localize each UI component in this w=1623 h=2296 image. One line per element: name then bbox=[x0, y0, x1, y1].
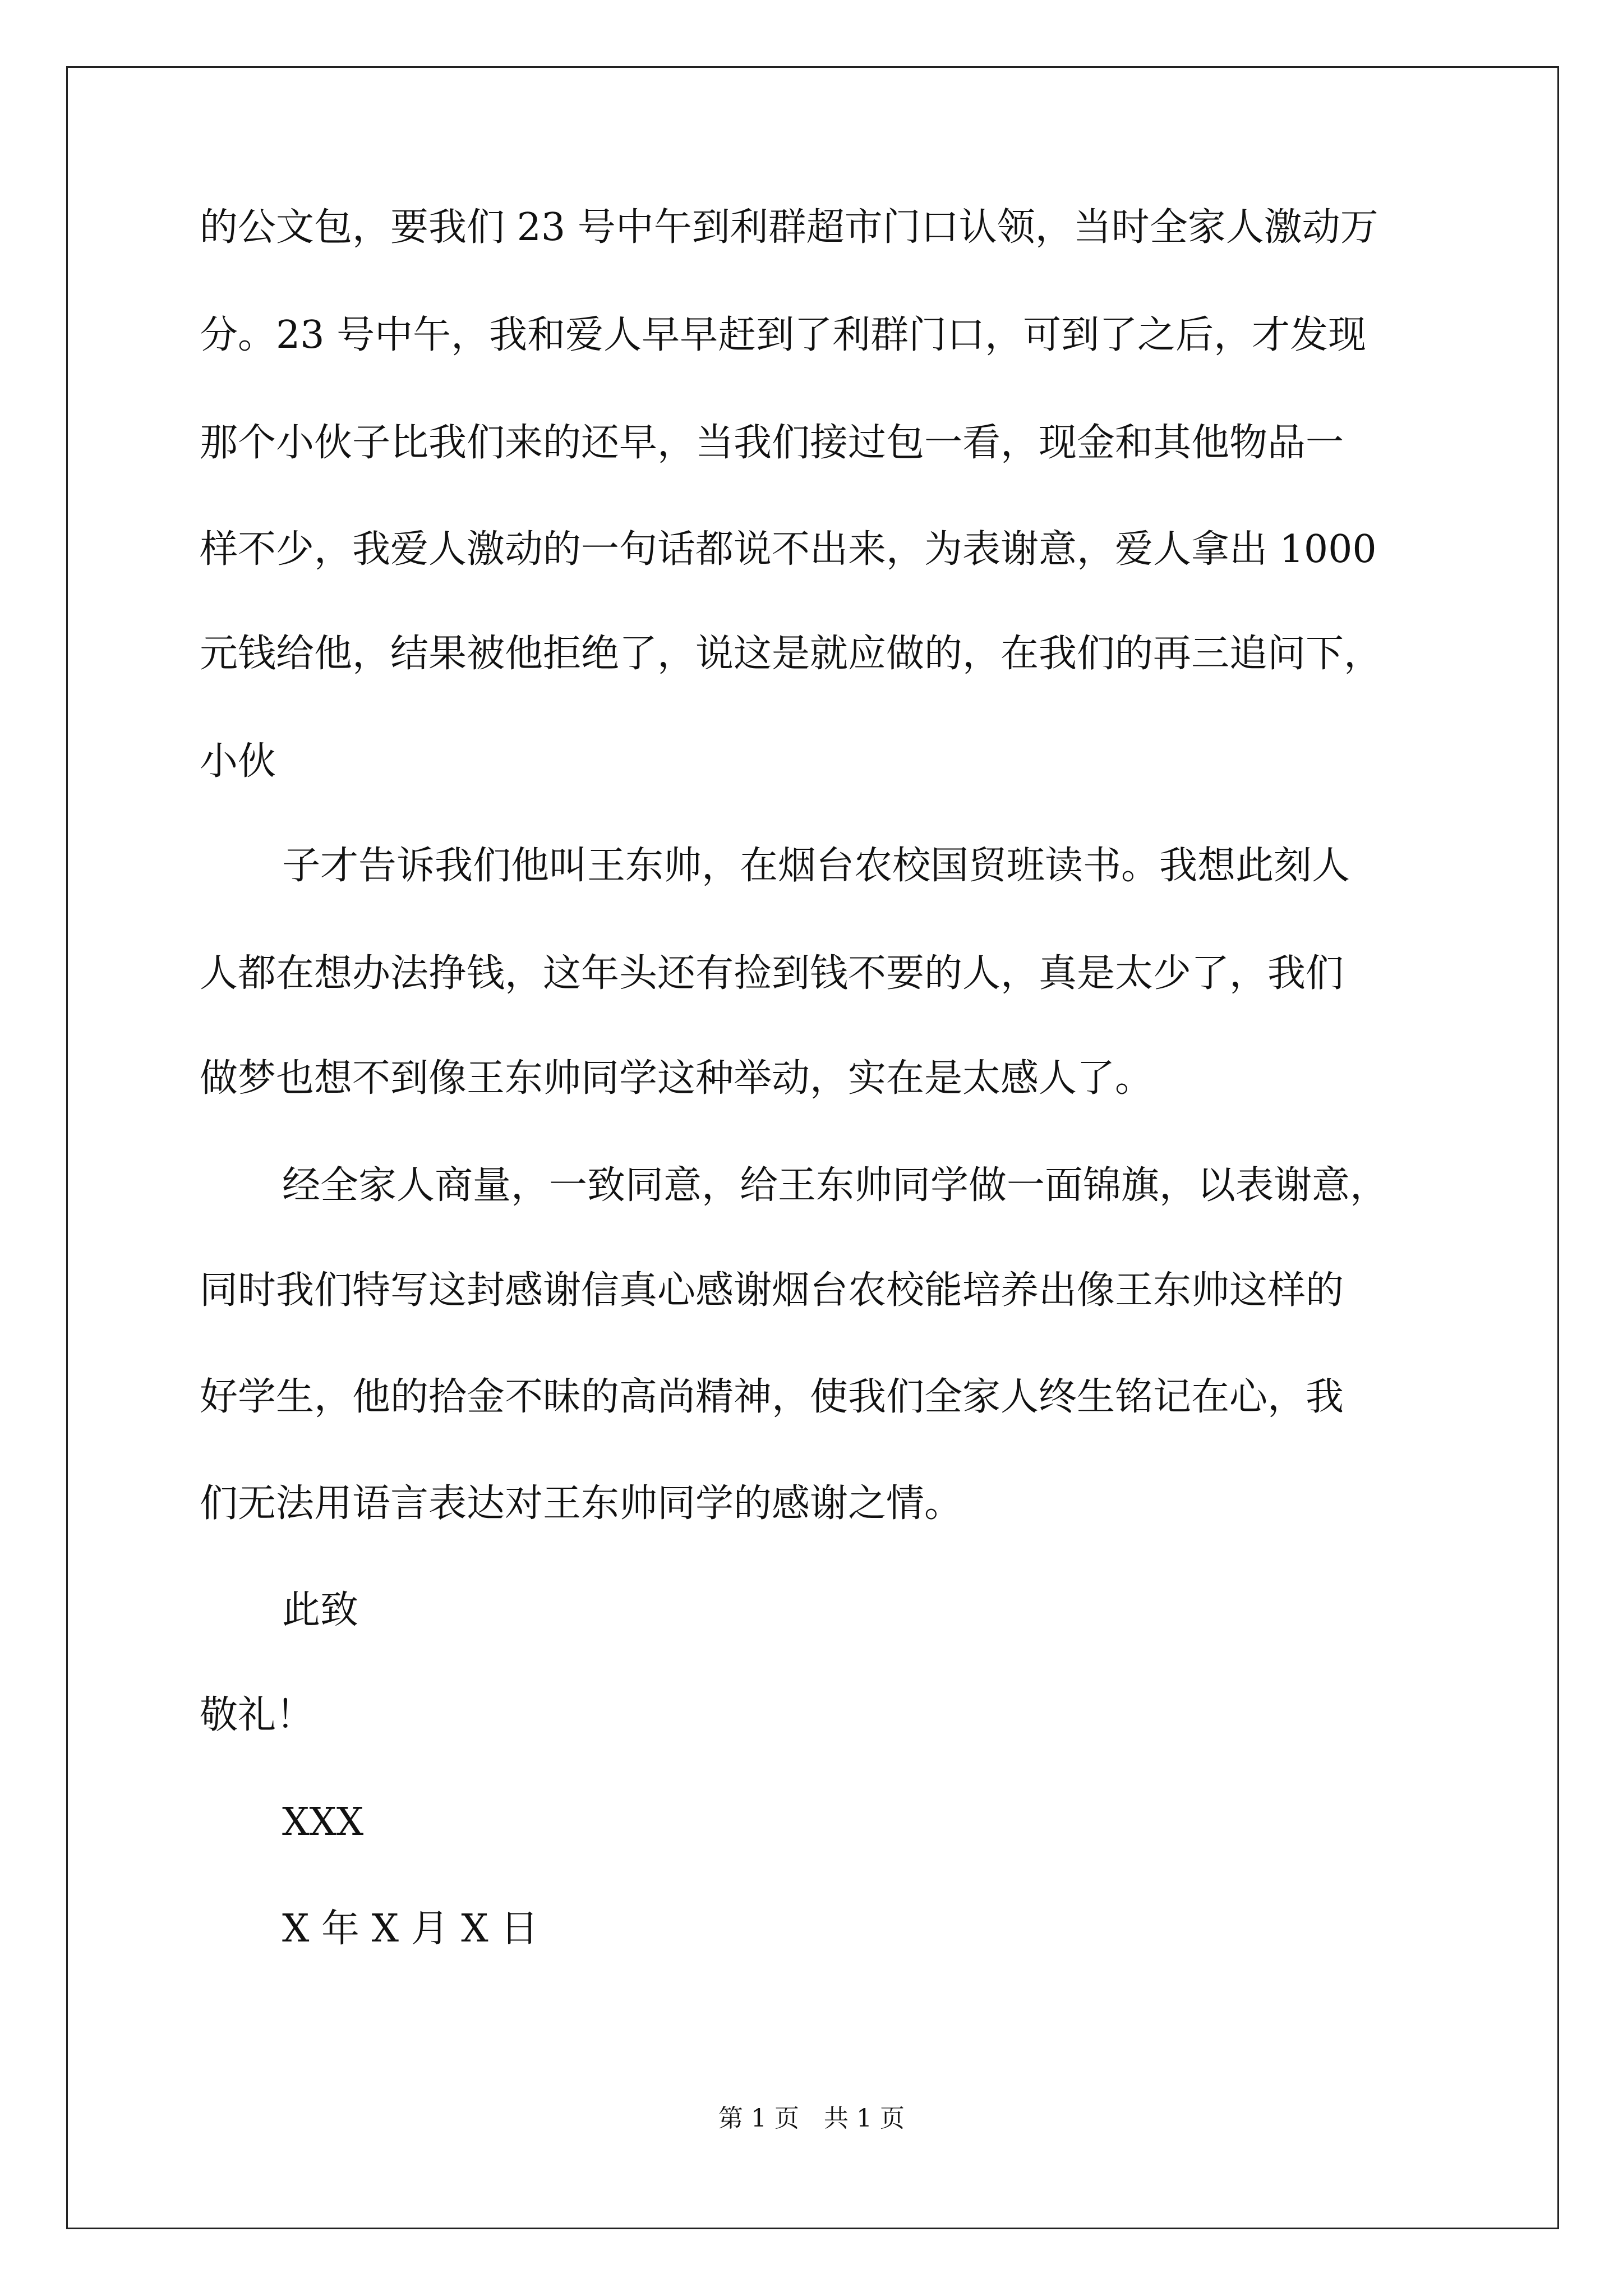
closing-regards: 敬礼！ bbox=[200, 1693, 315, 1737]
paragraph-line: 子才告诉我们他叫王东帅，在烟台农校国贸班读书。我想此刻人 bbox=[282, 844, 1350, 888]
closing-salutation: 此致 bbox=[282, 1588, 359, 1632]
paragraph-line: 元钱给他，结果被他拒绝了，说这是就应做的，在我们的再三追问下， bbox=[200, 632, 1382, 676]
paragraph-line: 样不少，我爱人激动的一句话都说不出来，为表谢意，爱人拿出 1000 bbox=[200, 527, 1377, 572]
paragraph-line: 小伙 bbox=[200, 739, 276, 784]
paragraph-line: 同时我们特写这封感谢信真心感谢烟台农校能培养出像王东帅这样的 bbox=[200, 1268, 1344, 1313]
paragraph-line: 那个小伙子比我们来的还早，当我们接过包一看，现金和其他物品一 bbox=[200, 421, 1344, 465]
paragraph-line: 们无法用语言表达对王东帅同学的感谢之情。 bbox=[200, 1481, 963, 1526]
paragraph-line: 经全家人商量，一致同意，给王东帅同学做一面锦旗，以表谢意， bbox=[282, 1163, 1389, 1208]
signature: XXX bbox=[282, 1800, 364, 1844]
paragraph-line: 做梦也想不到像王东帅同学这种举动，实在是太感人了。 bbox=[200, 1056, 1154, 1101]
page-border bbox=[66, 66, 1559, 2229]
paragraph-line: 分。23 号中午，我和爱人早早赶到了利群门口，可到了之后，才发现 bbox=[200, 313, 1367, 357]
paragraph-line: 人都在想办法挣钱，这年头还有捡到钱不要的人，真是太少了，我们 bbox=[200, 951, 1344, 996]
paragraph-line: 的公文包，要我们 23 号中午到利群超市门口认领，当时全家人激动万 bbox=[200, 205, 1378, 250]
paragraph-line: 好学生，他的拾金不昧的高尚精神，使我们全家人终生铭记在心，我 bbox=[200, 1375, 1344, 1419]
page-number: 第 1 页 共 1 页 bbox=[718, 2104, 905, 2133]
date-line: X 年 X 月 X 日 bbox=[282, 1907, 539, 1951]
